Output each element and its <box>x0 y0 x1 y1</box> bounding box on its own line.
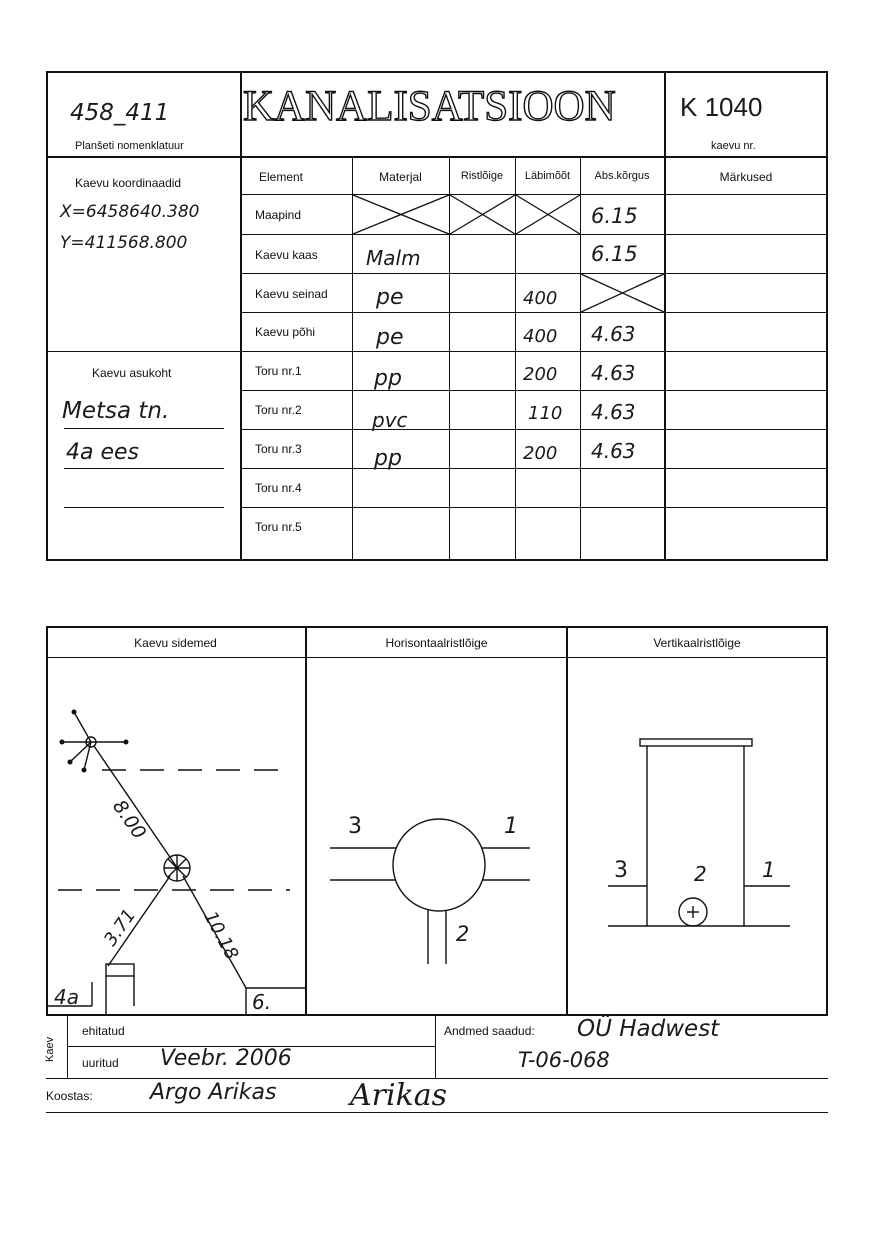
v-pipe-1-label: 1 <box>762 858 776 882</box>
label-building-6: 6. <box>252 990 272 1014</box>
cell-diameter-kaevu-seinad: 400 <box>523 288 558 309</box>
cell-diameter-toru-3: 200 <box>523 443 558 464</box>
surveyed-value: Veebr. 2006 <box>160 1046 292 1071</box>
coordinates-label: Kaevu koordinaadid <box>75 176 182 190</box>
cell-diameter-toru-2: 110 <box>528 403 563 424</box>
cell-material-toru-1: pp <box>374 366 402 391</box>
row-label-toru-2: Toru nr.2 <box>255 403 302 417</box>
cell-material-toru-3: pp <box>374 446 402 471</box>
horizontal-section-label: Horisontaalristlõige <box>385 636 488 650</box>
col-header-elevation: Abs.kõrgus <box>594 170 650 182</box>
v-pipe-2-label: 2 <box>694 862 707 886</box>
v-pipe-3-label: 3 <box>614 858 628 883</box>
document-title: KANALISATSIOON <box>243 83 616 130</box>
location-line-1: Metsa tn. <box>62 398 170 424</box>
sheet-label: Planšeti nomenklatuur <box>75 140 184 152</box>
cell-elevation-maapind: 6.15 <box>591 204 638 228</box>
col-header-material: Materjal <box>379 170 422 184</box>
col-header-element: Element <box>258 170 304 184</box>
coordinate-x: X=6458640.380 <box>60 202 200 222</box>
distance-2: 3.71 <box>100 905 141 951</box>
h-pipe-3-label: 3 <box>348 814 362 839</box>
row-label-kaevu-seinad: Kaevu seinad <box>255 287 328 301</box>
h-pipe-1-label: 1 <box>504 814 518 839</box>
well-number: K 1040 <box>680 92 763 122</box>
data-source-company: OÜ Hadwest <box>577 1016 720 1042</box>
data-source-reference: T-06-068 <box>518 1048 610 1072</box>
cell-elevation-toru-2: 4.63 <box>591 400 636 424</box>
col-header-notes: Märkused <box>719 170 773 184</box>
footer-side-label: Kaev <box>44 1036 56 1062</box>
cell-diameter-toru-1: 200 <box>523 364 558 385</box>
vertical-section-label: Vertikaalristlõige <box>653 636 741 650</box>
location-line-2: 4a ees <box>66 440 140 465</box>
coordinate-y: Y=411568.800 <box>60 233 188 253</box>
distance-3: 10.18 <box>199 908 243 964</box>
col-header-diameter: Läbimõõt <box>524 170 571 182</box>
surveyed-label: uuritud <box>82 1056 119 1070</box>
cell-material-kaevu-pohi: pe <box>376 325 404 350</box>
compiled-by-name: Argo Arikas <box>150 1080 277 1105</box>
sidemed-label: Kaevu sidemed <box>134 636 217 650</box>
cell-elevation-toru-1: 4.63 <box>591 361 636 385</box>
location-label: Kaevu asukoht <box>92 366 172 380</box>
cell-elevation-kaevu-pohi: 4.63 <box>591 322 636 346</box>
cell-material-kaevu-kaas: Malm <box>366 246 421 270</box>
cell-material-kaevu-seinad: pe <box>376 285 404 310</box>
row-label-kaevu-kaas: Kaevu kaas <box>255 248 318 262</box>
sheet-number: 458_411 <box>70 100 170 126</box>
row-label-toru-5: Toru nr.5 <box>255 520 302 534</box>
distance-1: 8.00 <box>107 796 151 844</box>
signature: Arikas <box>350 1078 448 1113</box>
well-number-label: kaevu nr. <box>711 140 756 152</box>
cell-elevation-kaevu-kaas: 6.15 <box>591 242 638 266</box>
row-label-toru-4: Toru nr.4 <box>255 481 302 495</box>
cell-diameter-kaevu-pohi: 400 <box>523 326 558 347</box>
built-label: ehitatud <box>82 1024 125 1038</box>
cell-material-toru-2: pvc <box>372 408 408 432</box>
row-label-kaevu-pohi: Kaevu põhi <box>255 325 316 339</box>
h-pipe-2-label: 2 <box>456 922 470 946</box>
col-header-section: Ristlõige <box>460 170 504 182</box>
row-label-maapind: Maapind <box>255 208 302 222</box>
row-label-toru-1: Toru nr.1 <box>255 364 302 378</box>
cell-elevation-toru-3: 4.63 <box>591 439 636 463</box>
data-source-label: Andmed saadud: <box>444 1024 535 1038</box>
row-label-toru-3: Toru nr.3 <box>255 442 302 456</box>
compiled-label: Koostas: <box>46 1089 93 1103</box>
label-house-4a: 4a <box>54 985 79 1009</box>
